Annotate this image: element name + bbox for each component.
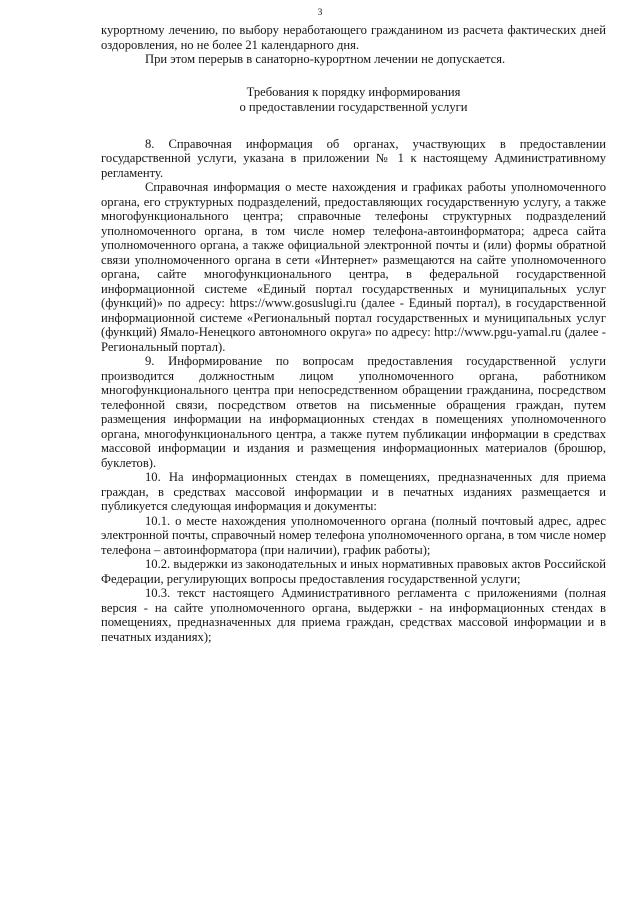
paragraph-break-note: При этом перерыв в санаторно-курортном лечении не допускается. [145,52,506,66]
paragraph-8-reference-info: Справочная информация о месте нахождения и графиках работы уполномоченного органа, его структурных подразделений, предоставляющих государственную услугу, а также многофункционального центра; справочные телефоны структурных подразделений уполномоченного органа, в том числе номер телефона-автоинформатора; адреса сайта уполномоченного органа, а также официальной электронной почты и (или) формы обратной связи уполномоченного органа в сети «Интернет» размещаются на сайте уполномоченного органа, сайте многофункционального центра, в федеральной государственной информационной системе «Единый портал государственных и муниципальных услуг (функций)» по адресу: https://www.gosuslugi.ru (далее - Единый портал), в государственной информационной системе «Региональный портал государственных и муниципальных услуг (функций) Ямало-Ненецкого автономного округа» по адресу: http://www.pgu-yamal.ru (далее - Региональный портал). [101,180,606,354]
paragraph-10-3: 10.3. текст настоящего Административного регламента с приложениями (полная версия - на сайте уполномоченного органа, выдержки - на информационных стендах в помещениях, предназначенных для приема граждан, средствах массовой информации и в печатных изданиях); [101,586,606,644]
section-heading [101,85,606,115]
section-heading-line-2: о предоставлении государственной услуги [239,99,468,114]
paragraph-9: 9. Информирование по вопросам предоставления государственной услуги производится должностным лицом уполномоченного органа, работником многофункционального центра при непосредственном обращении гражданина, посредством телефонной связи, посредством ответов на письменные обращения граждан, путем размещения информации на информационных стендах в помещениях уполномоченного органа, многофункционального центра, а также путем публикации информации в средствах массовой информации и издания и размещения информационных материалов (брошюр, буклетов). [101,354,606,470]
paragraph-10: 10. На информационных стендах в помещениях, предназначенных для приема граждан, в средствах массовой информации и в печатных изданиях размещается и публикуется следующая информация и документы: [101,470,606,513]
paragraph-continuation: курортному лечению, по выбору неработающего гражданином из расчета фактических дней оздоровления, но не более 21 календарного дня. [101,23,606,52]
paragraph-10-2: 10.2. выдержки из законодательных и иных нормативных правовых актов Российской Федерации, регулирующих вопросы предоставления государственной услуги; [101,557,606,586]
page-number: 3 [317,8,323,18]
section-heading-line-1: Требования к порядку информирования [246,84,461,99]
document-body [101,23,606,644]
paragraph-8: 8. Справочная информация об органах, участвующих в предоставлении государственной услуги, указана в приложении № 1 к настоящему Административному регламенту. [101,136,606,180]
paragraph-10-1: 10.1. о месте нахождения уполномоченного органа (полный почтовый адрес, адрес электронной почты, справочный номер телефона уполномоченного органа, в том числе номер телефона – автоинформатора (при наличии), график работы); [101,513,606,557]
